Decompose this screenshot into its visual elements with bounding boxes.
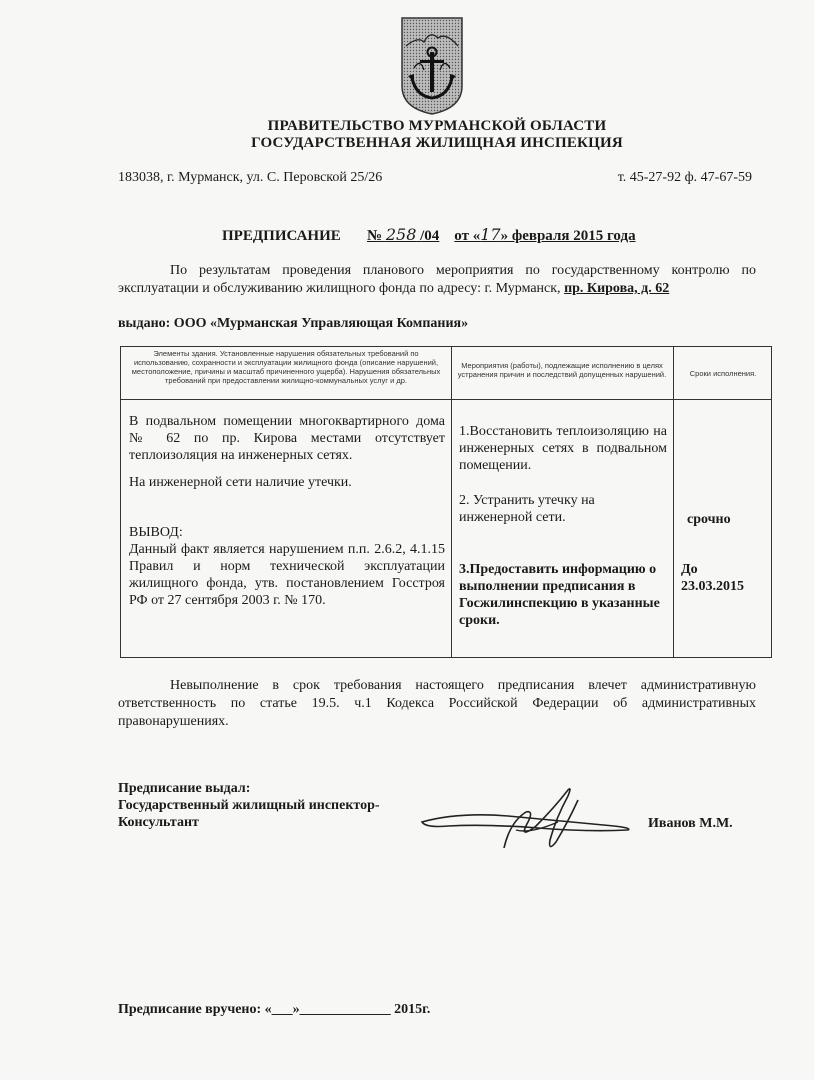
inspection-address: пр. Кирова, д. 62 — [564, 281, 670, 296]
measure-3: 3.Предоставить информацию о выполнении предписания в Госжилинспекцию в указанные сроки. — [459, 562, 660, 628]
issuer-position: Государственный жилищный инспектор- — [118, 798, 380, 813]
issuer-label: Предписание выдал: — [118, 781, 251, 796]
conclusion-text: Данный факт является нарушением п.п. 2.6.2, 4.1.15 Правил и норм технической эксплуатации жилищного фонда, утв. постановлением Госстроя РФ от 27 сентября 2003 г. № 170. — [129, 542, 445, 608]
delivery-line: Предписание вручено: «___»_____________ 2015г. — [118, 1002, 431, 1017]
handwritten-number: 258 — [385, 225, 417, 244]
table-header-deadlines: Сроки исполнения. — [689, 369, 757, 378]
conclusion-label: ВЫВОД: — [129, 525, 183, 540]
measure-1: 1.Восстановить теплоизоляцию на инженерных сетях в подвальном помещении. — [459, 424, 667, 473]
measure-2: 2. Устранить утечку на инженерной сети. — [459, 493, 595, 525]
order-title: ПРЕДПИСАНИЕ — [222, 228, 341, 244]
liability-note: Невыполнение в срок требования настоящего предписания влечет административную ответственность по статье 19.5. ч.1 Кодекса Российской Федерации об административных правонарушениях. — [118, 678, 756, 729]
table-header-violations: Элементы здания. Установленные нарушения обязательных требований по использованию, сохранности и эксплуатации жилищного фонда (описание нарушений, местоположение, причины и масштаб причиненного ущерба). Нарушения обязательных требований при предоставлении жилищно-коммунальных услуг и др. — [131, 349, 441, 385]
handwritten-day: 17 — [480, 225, 501, 244]
signer-name: Иванов М.М. — [648, 816, 733, 831]
organization-title: ПРАВИТЕЛЬСТВО МУРМАНСКОЙ ОБЛАСТИ — [267, 118, 607, 134]
intro-paragraph: По результатам проведения планового мероприятия по государственному контролю по эксплуатации и обслуживанию жилищного фонда по адресу: г. Мурманск, пр. Кирова, д. 62 — [118, 263, 756, 296]
violations-table — [120, 346, 772, 658]
organization-address: 183038, г. Мурманск, ул. С. Перовской 25/26 — [118, 170, 383, 185]
order-heading — [222, 225, 636, 245]
issuer-position-cont: Консультант — [118, 815, 199, 830]
deadline-date: 23.03.2015 — [681, 579, 744, 594]
deadline-date-label: До — [681, 562, 698, 577]
deadline-urgent: срочно — [687, 512, 731, 527]
issuer-block — [118, 780, 380, 831]
violation-text-1: В подвальном помещении многоквартирного дома № 62 по пр. Кирова местами отсутствует теплоизоляция на инженерных сетях. — [129, 414, 445, 463]
violation-text-2: На инженерной сети наличие утечки. — [129, 475, 352, 490]
organization-phones: т. 45-27-92 ф. 47-67-59 — [617, 170, 752, 185]
table-header-measures: Мероприятия (работы), подлежащие исполнению в целях устранения причин и последствий допущенных нарушений. — [457, 361, 667, 379]
order-number: № 258 /04 — [367, 225, 440, 244]
coat-of-arms-icon — [400, 16, 464, 116]
organization-subtitle: ГОСУДАРСТВЕННАЯ ЖИЛИЩНАЯ ИНСПЕКЦИЯ — [251, 135, 623, 151]
handwritten-signature — [418, 782, 638, 858]
issued-to: выдано: ООО «Мурманская Управляющая Компания» — [118, 316, 469, 331]
order-date: от «17» февраля 2015 года — [454, 225, 636, 244]
